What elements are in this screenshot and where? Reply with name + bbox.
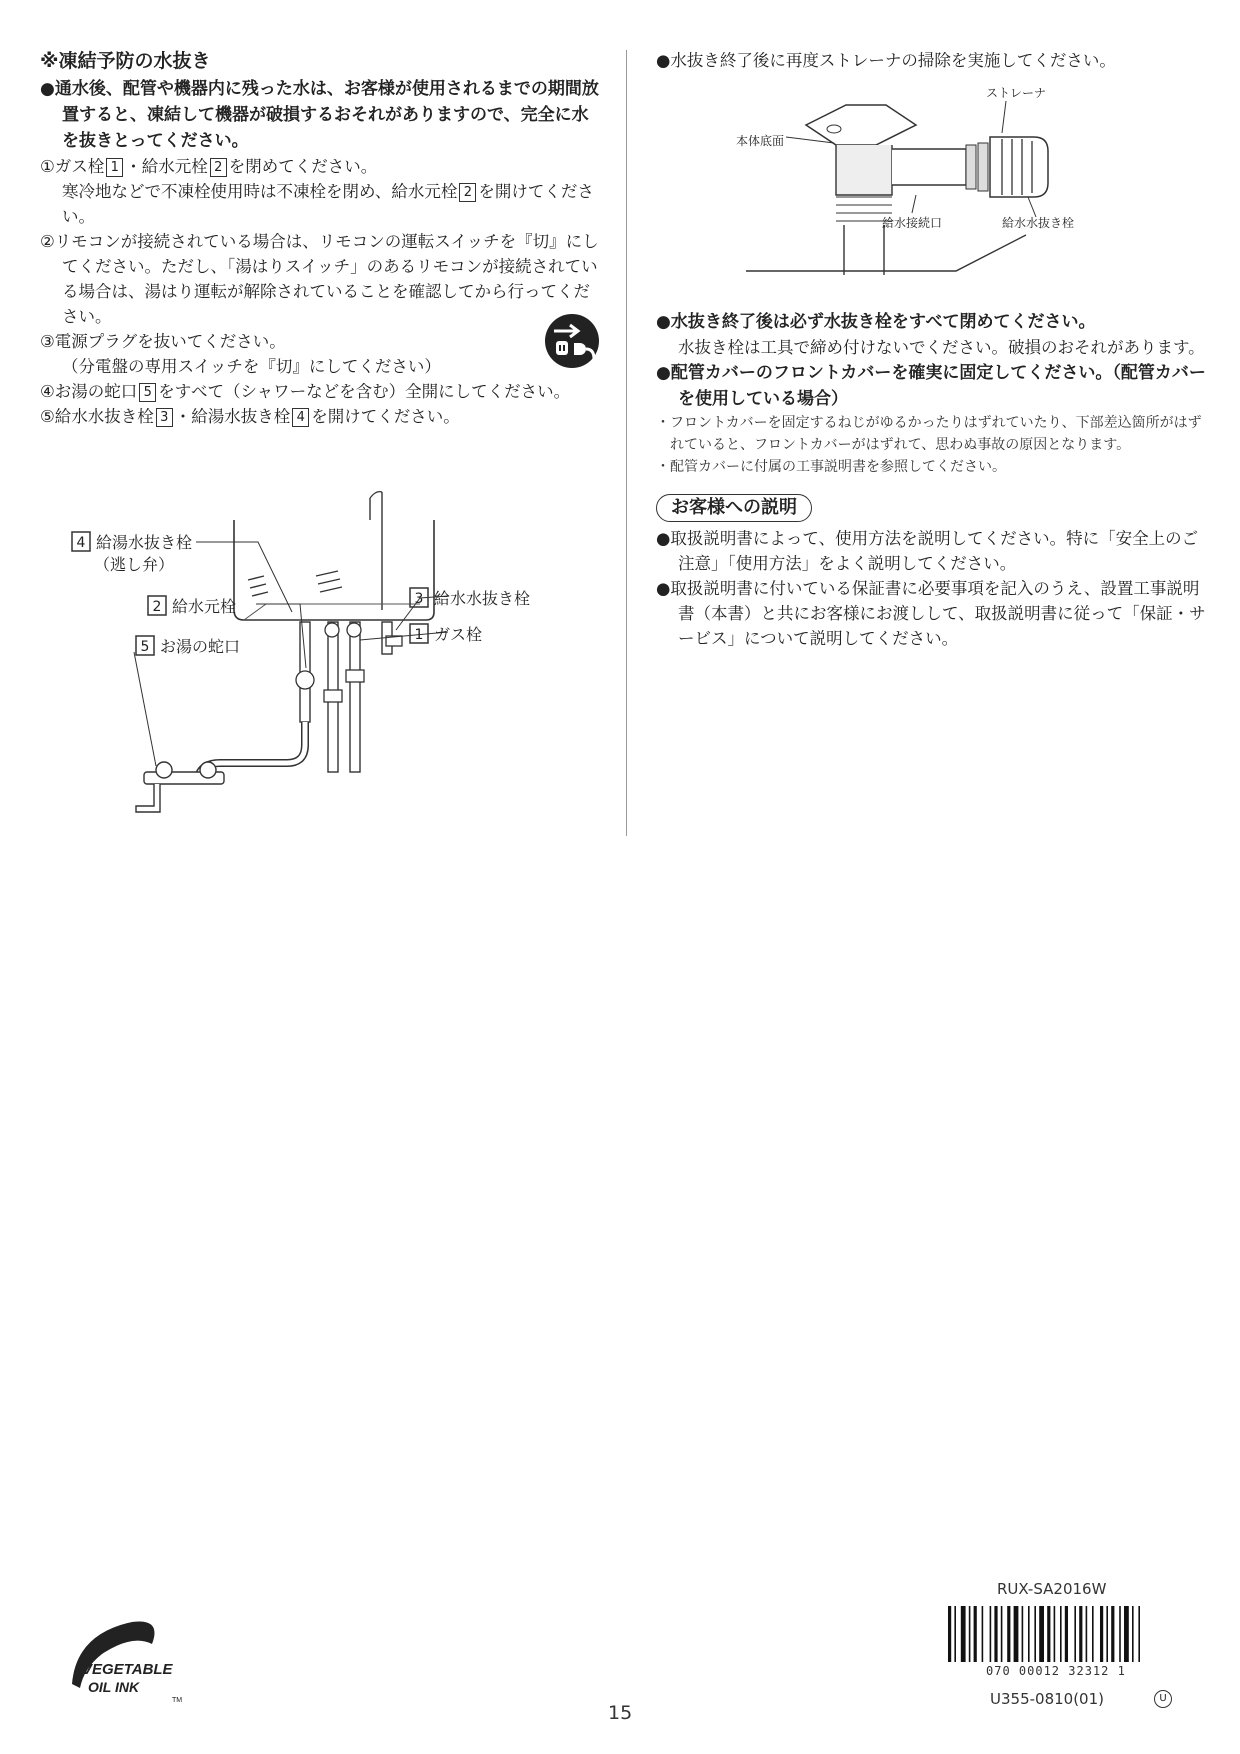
front-cover-warning: ●配管カバーのフロントカバーを確実に固定してください。（配管カバーを使用している場合） (656, 363, 1206, 409)
customer-explanation-heading: お客様への説明 (656, 494, 812, 522)
diagram-label-4: 給湯水抜き栓 (96, 533, 193, 552)
u-mark-icon: U (1154, 1690, 1172, 1708)
explain-usage: ●取扱説明書によって、使用方法を説明してください。特に「安全上のご注意」「使用方法」をよく説明してください。 (656, 529, 1199, 573)
ref-number-3: 3 (156, 408, 173, 427)
diagram-label-1: ガス栓 (434, 625, 483, 644)
ref-number-2: 2 (210, 158, 227, 177)
svg-text:VEGETABLE: VEGETABLE (82, 1661, 173, 1678)
page-number: 15 (608, 1702, 633, 1724)
model-number: RUX-SA2016W (997, 1580, 1107, 1598)
freeze-warning: ●通水後、配管や機器内に残った水は、お客様が使用されるまでの期間放置すると、凍結して機器が破損するおそれがありますので、完全に水を抜きとってください。 (40, 79, 599, 151)
explain-warranty: ●取扱説明書に付いている保証書に必要事項を記入のうえ、設置工事説明書（本書）と共にお客様にお渡しして、取扱説明書に従って「保証・サービス」について説明してください。 (656, 579, 1206, 648)
ref-number-5: 5 (139, 383, 156, 402)
vegetable-oil-ink-logo (62, 1614, 212, 1704)
right-column (656, 48, 1208, 651)
label-body-bottom: 本体底面 (736, 134, 785, 148)
diagram-label-4-num: 4 (76, 535, 86, 551)
section-title-freeze: ※凍結予防の水抜き (40, 50, 211, 72)
diagram-label-4-sub: （逃し弁） (94, 555, 175, 574)
front-cover-note-2: ・配管カバーに付属の工事説明書を参照してください。 (656, 459, 1006, 475)
ref-number-2b: 2 (459, 183, 476, 202)
document-code: U355-0810(01) (990, 1690, 1104, 1708)
strainer-diagram (716, 85, 1136, 295)
step-3: ③電源プラグを抜いてください。 （分電盤の専用スイッチを『切』にしてください） (40, 329, 600, 379)
diagram-label-1-num: 1 (414, 627, 424, 643)
unplug-icon (544, 313, 600, 369)
heater-valve-diagram (60, 490, 580, 830)
svg-text:TM: TM (172, 1697, 183, 1704)
diagram-label-5: お湯の蛇口 (160, 637, 241, 656)
diagram-label-5-num: 5 (140, 639, 150, 655)
step-2: ②リモコンが接続されている場合は、リモコンの運転スイッチを『切』にしてください。ただし、「湯はりスイッチ」のあるリモコンが接続されている場合は、湯はり運転が解除されていることを確認してから行ってください。 (40, 232, 599, 326)
diagram-label-2-num: 2 (152, 599, 162, 615)
column-divider (626, 50, 627, 836)
step-4: ④お湯の蛇口 5 をすべて（シャワーなどを含む）全開にしてください。 (40, 382, 571, 401)
step-5: ⑤給水水抜き栓 3 ・給湯水抜き栓 4 を開けてください。 (40, 407, 460, 426)
label-inlet: 給水接続口 (882, 216, 943, 230)
close-plugs-warning: ●水抜き終了後は必ず水抜き栓をすべて閉めてください。 (656, 312, 1096, 332)
front-cover-note-1: ・フロントカバーを固定するねじがゆるかったりはずれていたり、下部差込箇所がはずれていると、フロントカバーがはずれて、思わぬ事故の原因となります。 (656, 415, 1202, 453)
barcode-number: 070 00012 32312 1 (986, 1664, 1126, 1678)
left-column (40, 48, 600, 429)
svg-text:OIL INK: OIL INK (88, 1679, 140, 1695)
ref-number-1: 1 (106, 158, 123, 177)
label-strainer: ストレーナ (986, 86, 1047, 100)
strainer-cleaning-note: ●水抜き終了後に再度ストレーナの掃除を実施してください。 (656, 51, 1116, 70)
step-1: ①ガス栓 1 ・給水元栓 2 を閉めてください。 寒冷地などで不凍栓使用時は不凍栓を閉め、給水元栓 2 を開けてください。 (40, 157, 594, 226)
ref-number-4: 4 (292, 408, 309, 427)
close-plugs-text: 水抜き栓は工具で締め付けないでください。破損のおそれがあります。 (678, 338, 1205, 357)
barcode (946, 1606, 1170, 1662)
diagram-label-3: 給水水抜き栓 (434, 589, 531, 608)
diagram-label-2: 給水元栓 (172, 597, 237, 616)
diagram-label-3-num: 3 (414, 591, 424, 607)
label-drain-plug: 給水水抜き栓 (1002, 216, 1075, 230)
